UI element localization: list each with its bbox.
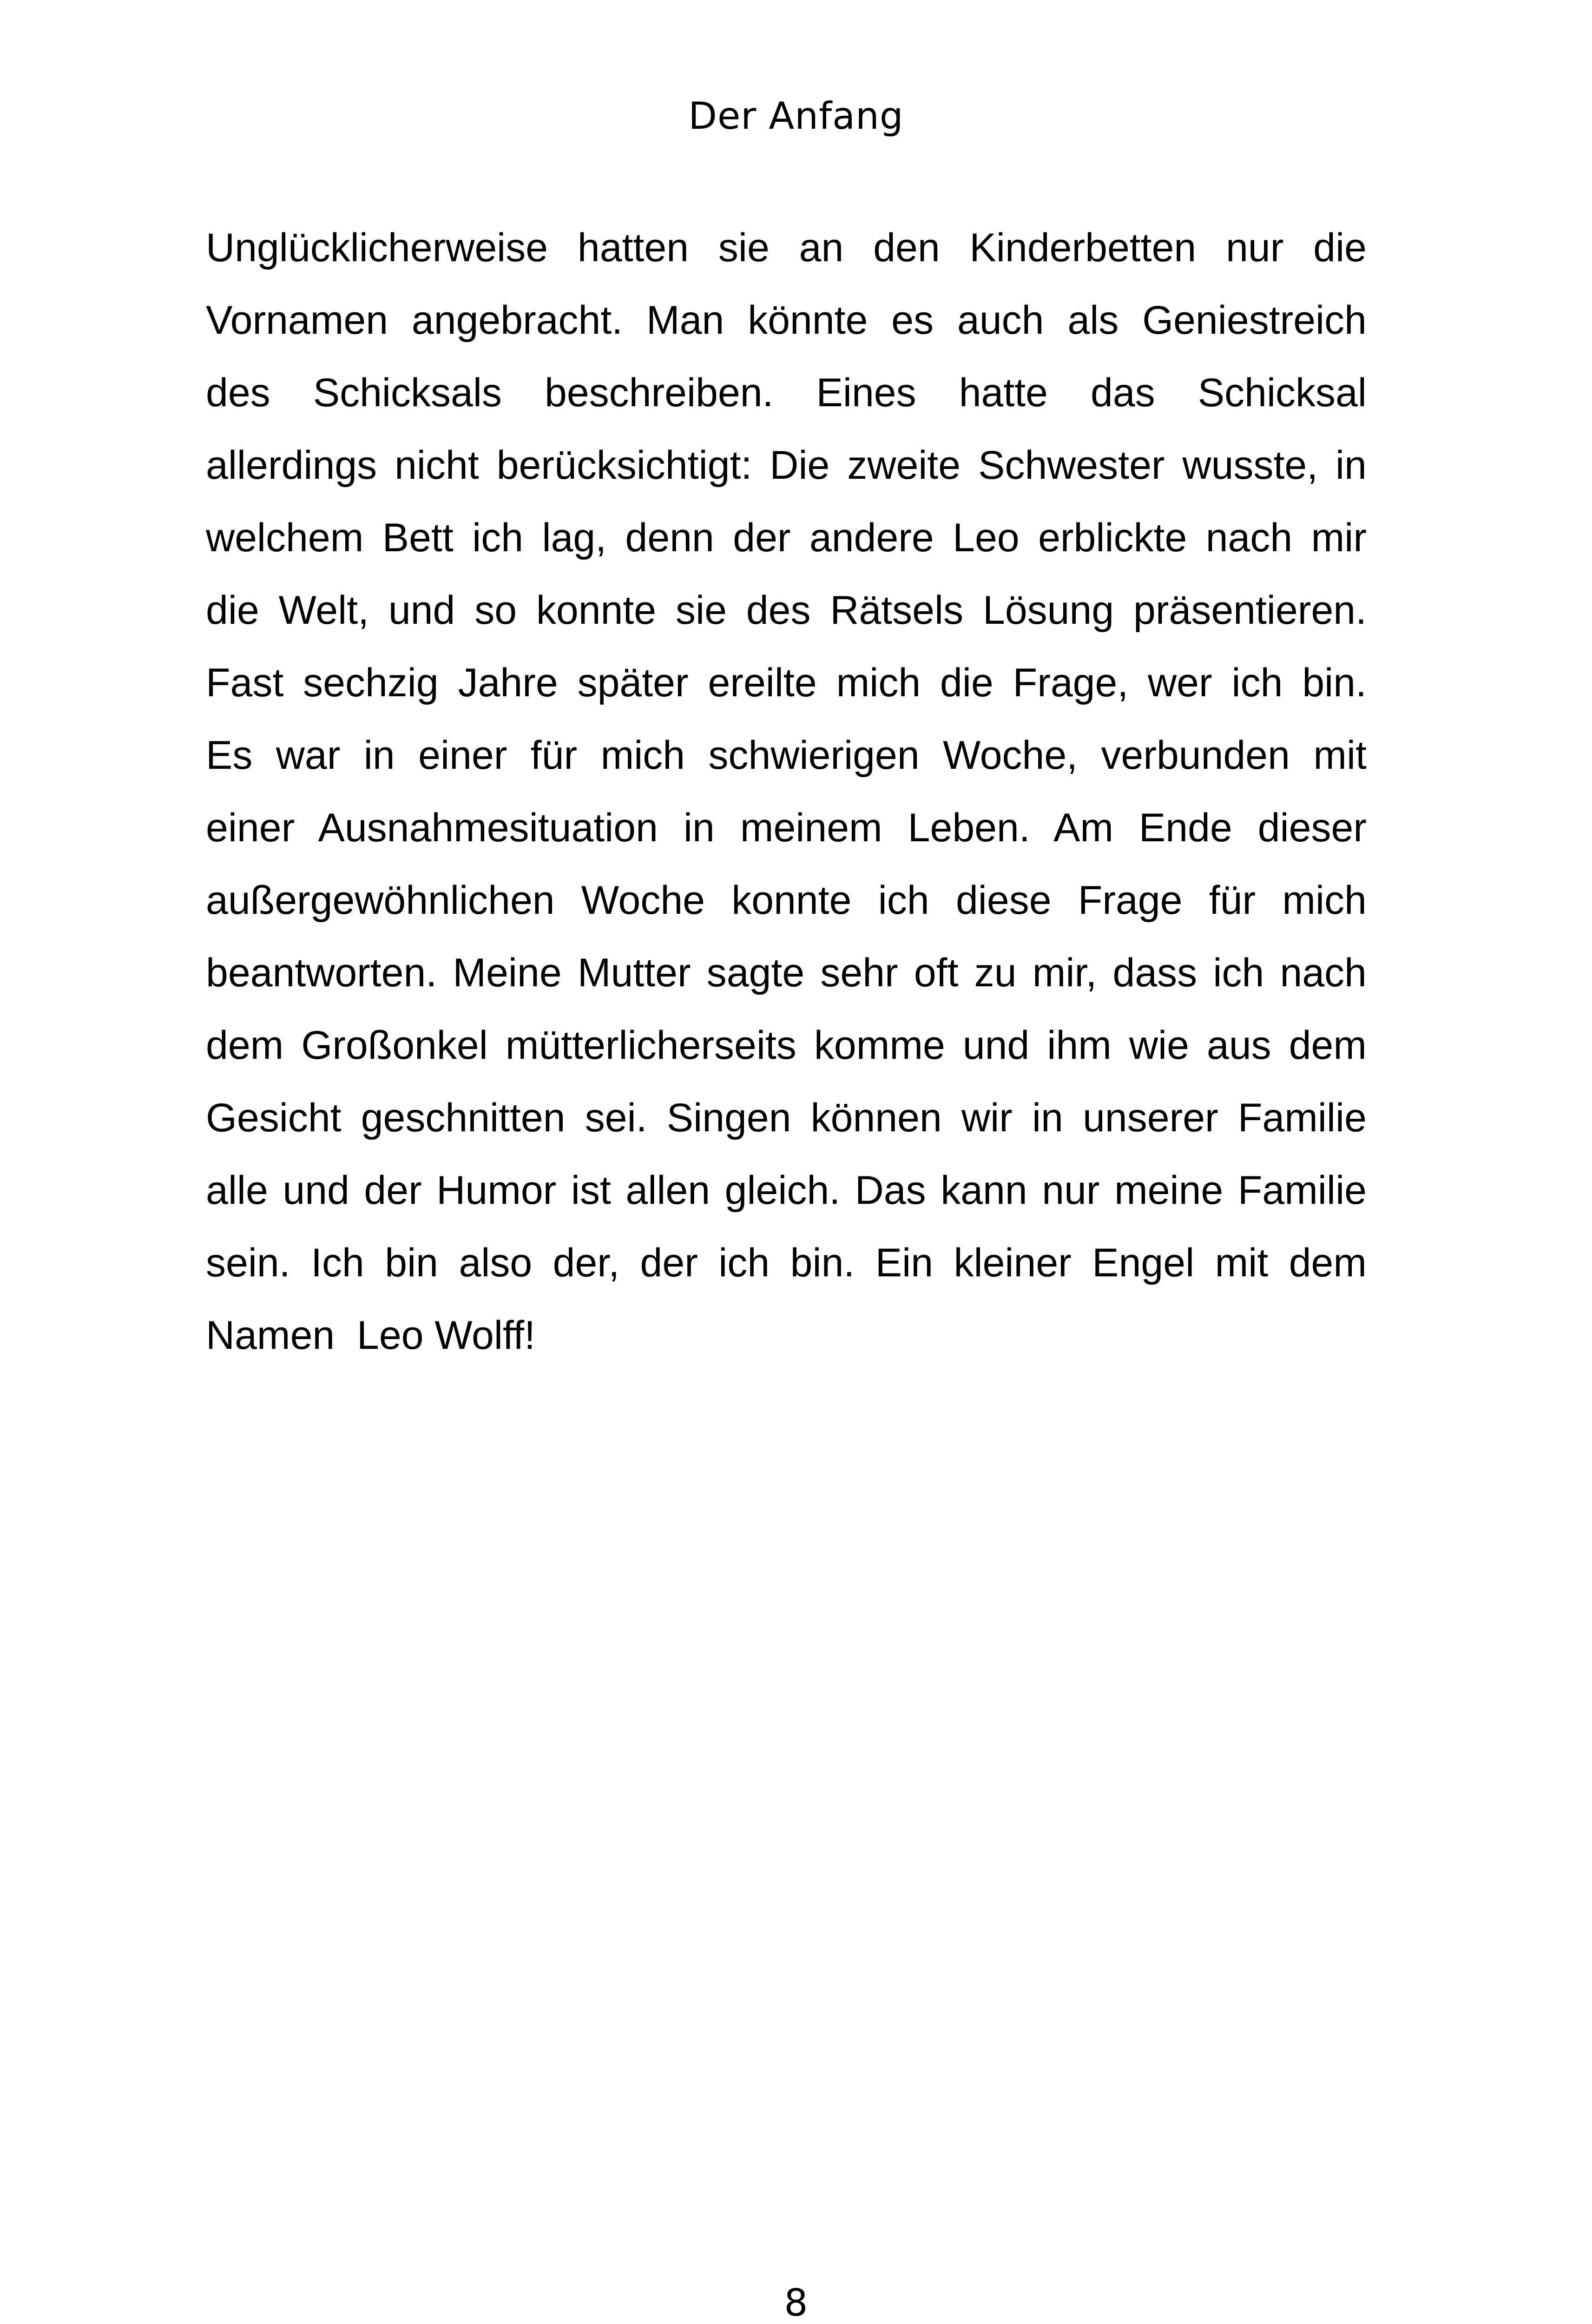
text-line-11: beantworten. Meine Mutter sagte sehr oft zu mir, dass ich nach xyxy=(206,951,1367,995)
text-line-7: Fast sechzig Jahre später ereilte mich die Frage, wer ich bin. xyxy=(206,660,1367,705)
text-line-4: allerdings nicht berücksichtigt: Die zweite Schwester wusste, in xyxy=(206,443,1367,488)
text-line-14: alle und der Humor ist allen gleich. Das kann nur meine Familie xyxy=(206,1168,1367,1213)
text-line-15: sein. Ich bin also der, der ich bin. Ein kleiner Engel mit dem xyxy=(206,1241,1367,1285)
text-line-6: die Welt, und so konnte sie des Rätsels Lösung präsentieren. xyxy=(206,588,1367,633)
body-paragraph xyxy=(206,211,1367,1372)
page-number: 8 xyxy=(784,2281,808,2324)
text-line-5: welchem Bett ich lag, denn der andere Leo erblickte nach mir xyxy=(206,515,1367,560)
text-line-16: Namen Leo Wolff! xyxy=(206,1313,536,1358)
text-line-13: Gesicht geschnitten sei. Singen können wir in unserer Familie xyxy=(206,1096,1367,1140)
text-line-12: dem Großonkel mütterlicherseits komme und ihm wie aus dem xyxy=(206,1023,1367,1068)
text-line-9: einer Ausnahmesituation in meinem Leben. Am Ende dieser xyxy=(206,805,1367,850)
running-header: Der Anfang xyxy=(688,94,904,138)
text-line-8: Es war in einer für mich schwierigen Woche, verbunden mit xyxy=(206,733,1367,778)
text-line-3: des Schicksals beschreiben. Eines hatte das Schicksal xyxy=(206,370,1367,415)
text-line-2: Vornamen angebracht. Man könnte es auch als Geniestreich xyxy=(206,298,1367,343)
text-line-10: außergewöhnlichen Woche konnte ich diese Frage für mich xyxy=(206,878,1367,923)
text-line-1: Unglücklicherweise hatten sie an den Kinderbetten nur die xyxy=(206,225,1367,270)
